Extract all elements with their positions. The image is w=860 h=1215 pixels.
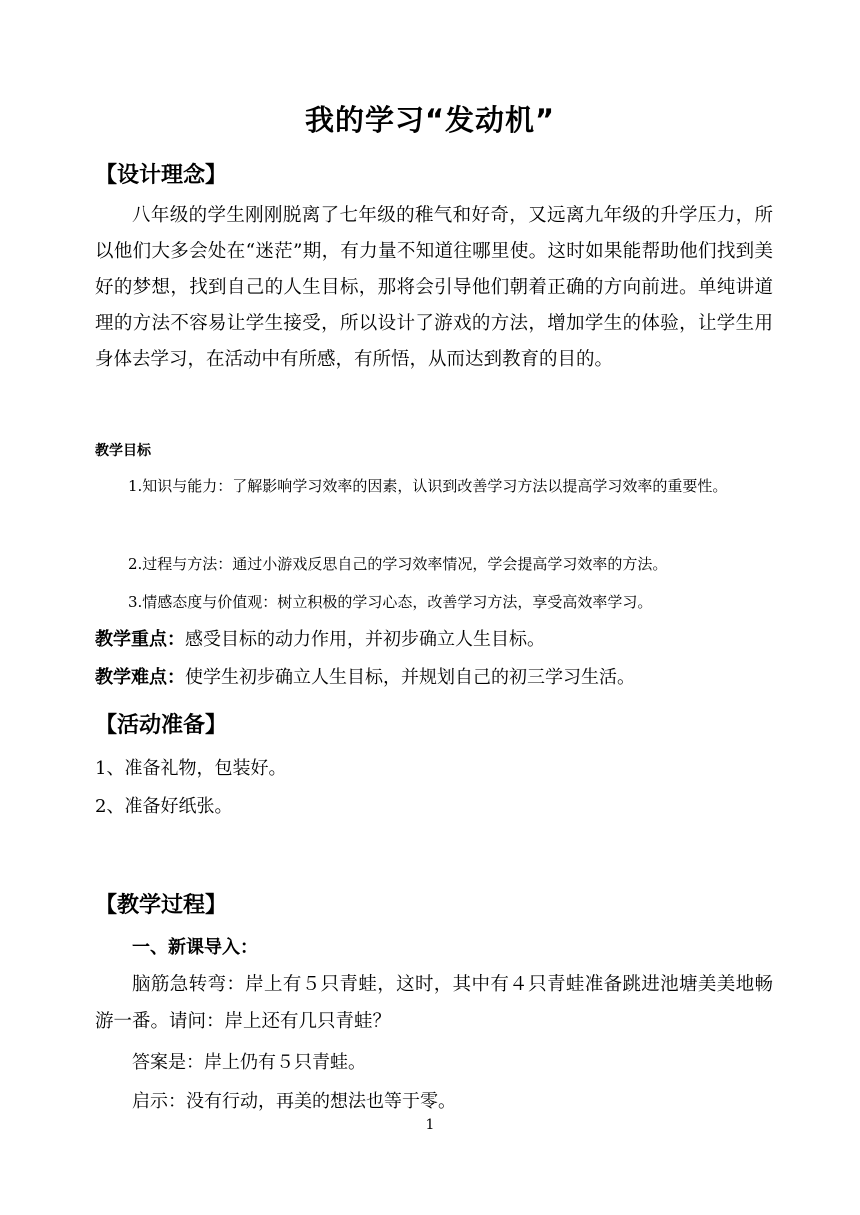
preparation-item-1: 1、准备礼物，包装好。 [95,758,287,779]
goal-item-3: 3.情感态度与价值观：树立积极的学习心态，改善学习方法，享受高效率学习。 [128,593,653,611]
design-paragraph: 八年级的学生刚刚脱离了七年级的稚气和好奇，又远离九年级的升学压力，所以他们大多会处在“迷茫”期，有力量不知道往哪里使。这时如果能帮助他们找到美好的梦想，找到自己的人生目标，那将会引导他们朝着正确的方向前进。单纯讲道理的方法不容易让学生接受，所以设计了游戏的方法，增加学生的体验，让学生用身体去学习，在活动中有所感，有所悟，从而达到教育的目的。 [95,205,773,370]
difficulty [95,663,635,693]
page-number: 1 [425,1117,435,1133]
process-heading: 【教学过程】 [95,893,228,918]
key-point [95,625,545,655]
document-title: 我的学习“发动机” [304,103,556,137]
process-hint: 启示：没有行动，再美的想法也等于零。 [132,1091,456,1112]
difficulty-label: 教学难点： [95,667,185,688]
preparation-heading: 【活动准备】 [95,713,228,738]
preparation-item-2: 2、准备好纸张。 [95,796,233,817]
process-answer: 答案是：岸上仍有５只青蛙。 [132,1052,366,1073]
key-point-label: 教学重点： [95,629,185,650]
goal-item-1: 1.知识与能力：了解影响学习效率的因素，认识到改善学习方法以提高学习效率的重要性。 [128,477,728,495]
goals-heading: 教学目标 [95,443,151,459]
process-sub-heading: 一、新课导入： [132,937,258,958]
process-riddle: 脑筋急转弯：岸上有５只青蛙，这时，其中有４只青蛙准备跳进池塘美美地畅游一番。请问：岸上还有几只青蛙？ [95,974,773,1032]
key-point-text: 感受目标的动力作用，并初步确立人生目标。 [185,629,545,650]
difficulty-text: 使学生初步确立人生目标，并规划自己的初三学习生活。 [185,667,635,688]
design-heading: 【设计理念】 [95,163,228,188]
goal-item-2: 2.过程与方法：通过小游戏反思自己的学习效率情况，学会提高学习效率的方法。 [128,555,668,573]
